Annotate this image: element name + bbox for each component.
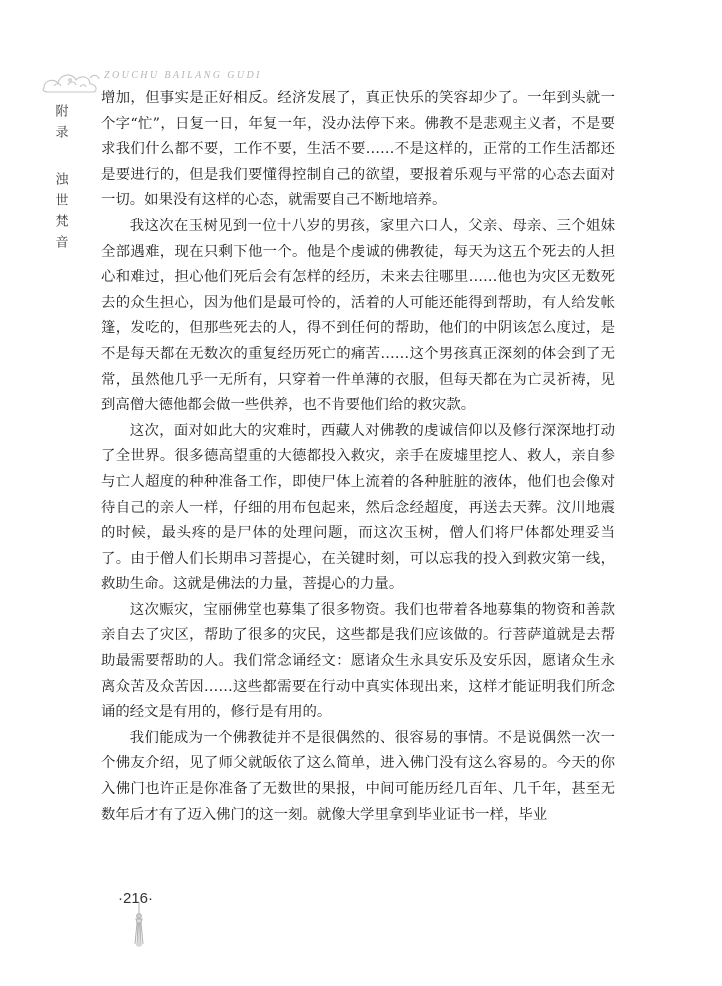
side-label-appendix: 附录 [52, 104, 68, 146]
body-text [101, 86, 615, 828]
paragraph: 我们能成为一个佛教徒并不是很偶然的、很容易的事情。不是说偶然一次一个佛友介绍，见了师父就皈依了这么简单，进入佛门没有这么容易的。今天的你入佛门也许正是你准备了无数世的果报，中间可能历经几百年、几千年，甚至无数年后才有了迈入佛门的这一刻。就像大学里拿到毕业证书一样，毕业 [101, 729, 615, 823]
tassel-icon [124, 900, 154, 948]
paragraph: 我这次在玉树见到一位十八岁的男孩，家里六口人，父亲、母亲、三个姐妹全部遇难，现在只剩下他一个。他是个虔诚的佛教徒，每天为这五个死去的人担心和难过，担心他们死后会有怎样的经历，未来去往哪里……他也为灾区无数死去的众生担心，因为他们是最可怜的，活着的人可能还能得到帮助，有人给发帐篷，发吃的，但那些死去的人，得不到任何的帮助，他们的中阴该怎么度过，是不是每天都在无数次的重复经历死亡的痛苦……这个男孩真正深刻的体会到了无常，虽然他几乎一无所有，只穿着一件单薄的衣服，但每天都在为亡灵祈祷，见到高僧大德他都会做一些供养，也不肯要他们给的救灾款。 [101, 217, 615, 414]
side-label-title: 浊世梵音 [52, 172, 68, 256]
paragraph: 这次，面对如此大的灾难时，西藏人对佛教的虔诚信仰以及修行深深地打动了全世界。很多德高望重的大德都投入救灾，亲手在废墟里挖人、救人，亲自参与亡人超度的种种准备工作，即使尸体上流着的各种脏脏的液体，他们也会像对待自己的亲人一样，仔细的用布包起来，然后念经超度，再送去天葬。汶川地震的时候，最头疼的是尸体的处理问题，而这次玉树，僧人们将尸体都处理妥当了。由于僧人们长期串习菩提心，在关键时刻，可以忘我的投入到救灾第一线，救助生命。这就是佛法的力量，菩提心的力量。 [101, 422, 615, 593]
running-head: ZOUCHU BAILANG GUDI [104, 70, 262, 81]
paragraph: 增加，但事实是正好相反。经济发展了，真正快乐的笑容却少了。一年到头就一个字“忙”，日复一日，年复一年，没办法停下来。佛教不是悲观主义者，不是要求我们什么都不要，工作不要，生活不要……不是这样的，正常的工作生活都还是要进行的，但是我们要懂得控制自己的欲望，要报着乐观与平常的心态去面对一切。如果没有这样的心态，就需要自己不断地培养。 [101, 90, 615, 209]
cloud-scroll-icon [40, 58, 102, 98]
paragraph: 这次赈灾，宝丽佛堂也募集了很多物资。我们也带着各地募集的物资和善款亲自去了灾区，帮助了很多的灾民，这些都是我们应该做的。行菩萨道就是去帮助最需要帮助的人。我们常念诵经文：愿诸众生永具安乐及安乐因，愿诸众生永离众苦及众苦因……这些都需要在行动中真实体现出来，这样才能证明我们所念诵的经文是有用的，修行是有用的。 [101, 601, 615, 721]
side-section-label [50, 104, 70, 260]
page-number: ·216· [118, 890, 154, 907]
